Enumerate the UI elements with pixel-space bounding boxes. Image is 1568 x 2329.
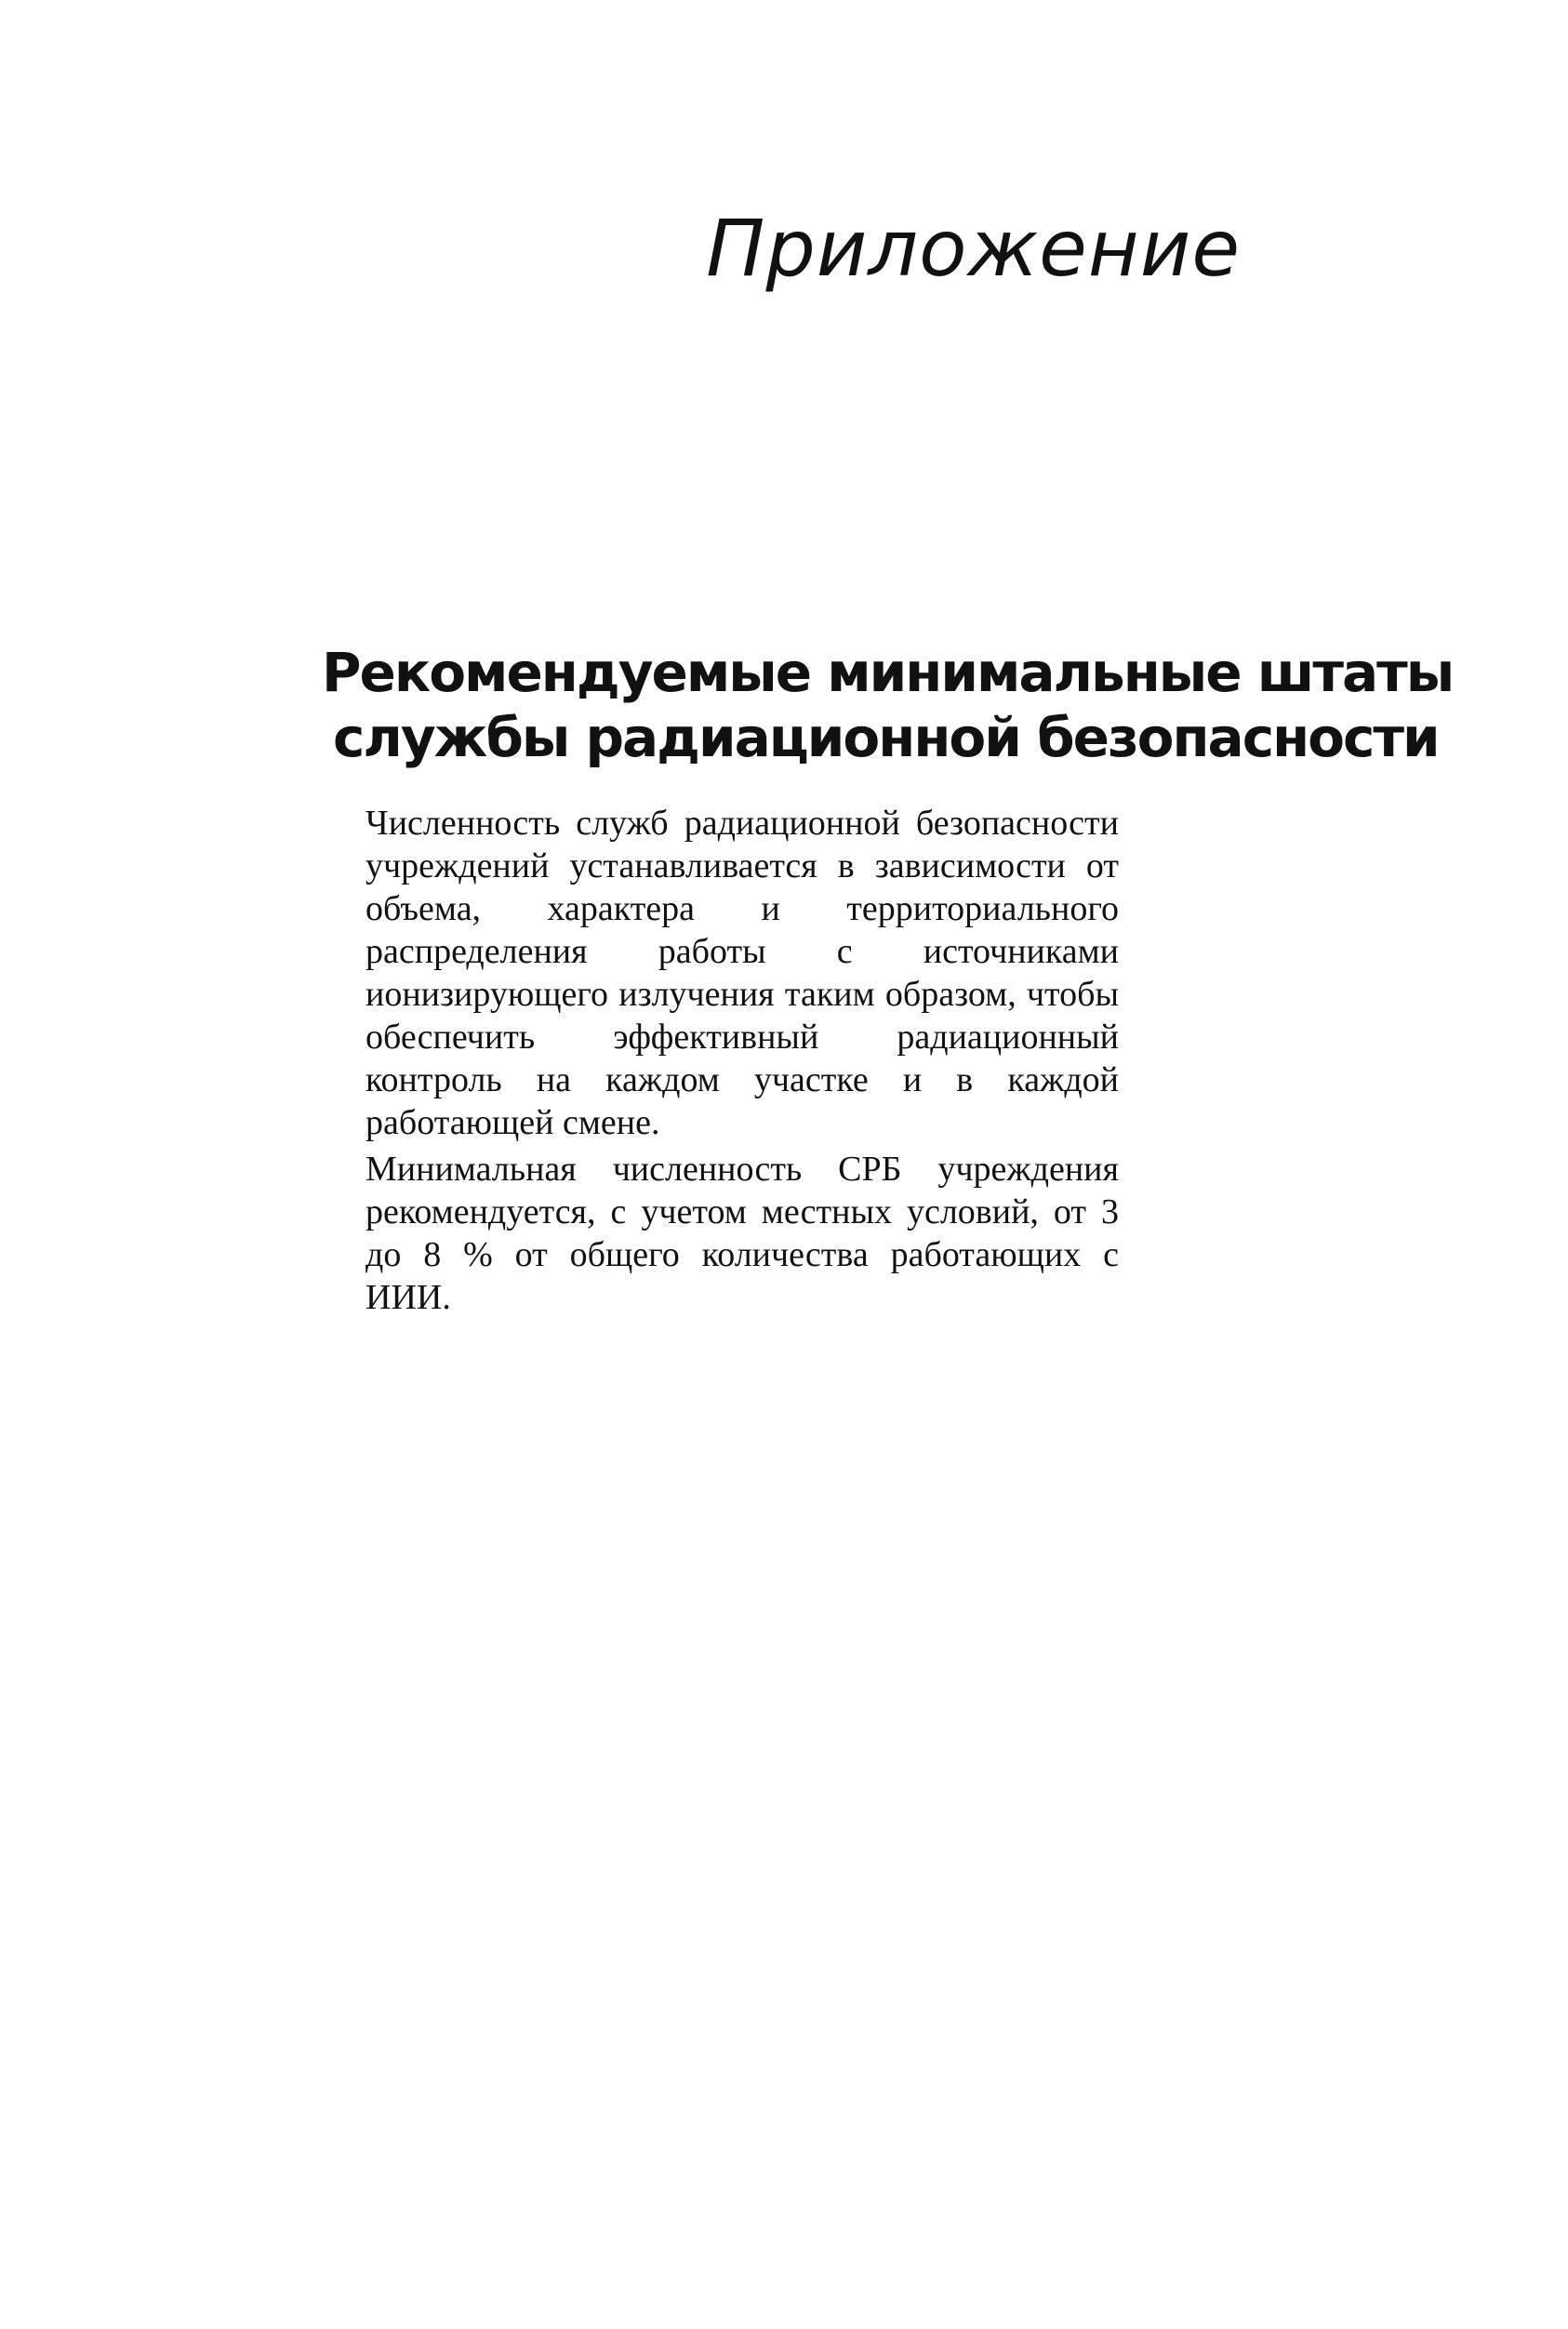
section-heading-line-2: службы радиационной безопасности [333, 706, 1439, 769]
appendix-title: Приложение [706, 203, 1241, 294]
section-heading-line-1: Рекомендуемые минимальные штаты [322, 641, 1454, 704]
section-heading [322, 640, 1454, 770]
body-text [365, 802, 1119, 1319]
paragraph-staffing-principle: Численность служб радиационной безопасности учреждений устанавливается в зависимости от объема, характера и территориального распределения работы с источниками ионизирующего излучения таким образом, чтобы обеспечить эффективный радиационный контроль на каждом участке и в каждой работающей смене. [365, 804, 1119, 1142]
paragraph-minimum-staffing: Минимальная численность СРБ учреждения рекомендуется, с учетом местных условий, от 3 до 8 % от общего количества работающих с ИИИ. [365, 1150, 1119, 1317]
